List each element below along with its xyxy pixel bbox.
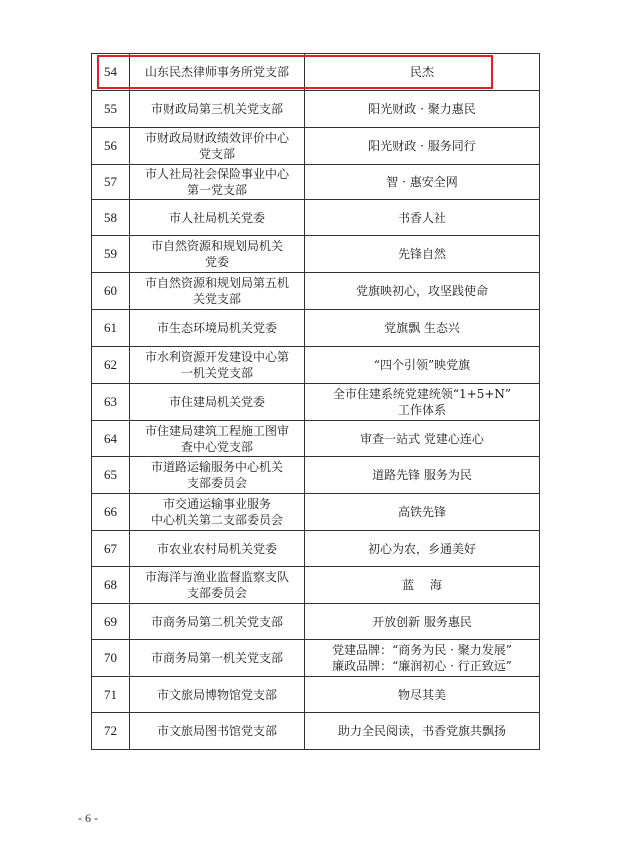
brand-cell — [305, 128, 540, 165]
brand-name-line: 廉政品牌：“廉润初心 · 行正致远” — [332, 659, 512, 673]
organization-cell — [130, 128, 305, 165]
brand-cell — [305, 384, 540, 421]
row-number-cell — [92, 91, 130, 128]
organization-name-line: 第一党支部 — [186, 183, 247, 197]
brand-cell — [305, 567, 540, 604]
brand-cell — [305, 494, 540, 531]
organization-cell — [130, 640, 305, 677]
row-number-cell — [92, 310, 130, 347]
organization-cell — [130, 567, 305, 604]
table-row — [92, 567, 540, 604]
organization-cell — [130, 531, 305, 567]
table-row — [92, 273, 540, 310]
brand-name-line: 蓝 海 — [402, 578, 442, 592]
organization-cell — [130, 421, 305, 457]
brand-cell — [305, 310, 540, 347]
table-row — [92, 677, 540, 713]
brand-name-line: 物尽其美 — [397, 687, 446, 702]
row-number: 65 — [104, 467, 117, 482]
organization-name-line: 市自然资源和规划局机关 — [150, 239, 283, 253]
table-row — [92, 91, 540, 128]
organization-name-line: 市财政局第三机关党支部 — [150, 102, 283, 116]
organization-name-line: 市人社局机关党委 — [168, 210, 265, 225]
organization-cell — [130, 236, 305, 273]
row-number: 63 — [104, 394, 117, 409]
row-number: 70 — [104, 650, 117, 665]
row-number: 60 — [104, 283, 117, 298]
brand-cell — [305, 236, 540, 273]
brand-name-line: 党旗飘 生态兴 — [384, 321, 460, 335]
row-number: 71 — [104, 686, 117, 702]
organization-name-line: 市水利资源开发建设中心第 — [144, 350, 289, 364]
brand-cell — [305, 91, 540, 128]
row-number-cell — [92, 640, 130, 677]
row-number-cell — [92, 421, 130, 457]
row-number: 57 — [104, 174, 117, 189]
table-row — [92, 640, 540, 677]
organization-name-line: 党委 — [204, 255, 229, 269]
table-row — [92, 165, 540, 200]
brand-cell — [305, 531, 540, 567]
table-row — [92, 310, 540, 347]
organization-cell — [130, 384, 305, 421]
organization-name-line: 市农业农村局机关党委 — [156, 541, 277, 556]
row-number-cell — [92, 273, 130, 310]
table-row — [92, 531, 540, 567]
organization-name-line: 党支部 — [198, 147, 235, 161]
row-number-cell — [92, 494, 130, 531]
brand-name-line: 高铁先锋 — [397, 505, 446, 519]
organization-name-line: 市商务局第二机关党支部 — [150, 614, 283, 629]
organization-cell — [130, 494, 305, 531]
row-number: 56 — [104, 138, 117, 153]
table-row — [92, 347, 540, 384]
brand-name-line: 先锋自然 — [397, 247, 446, 261]
table-row — [92, 457, 540, 494]
table-row — [92, 384, 540, 421]
brand-cell — [305, 713, 540, 750]
row-number: 55 — [104, 101, 117, 116]
row-number: 69 — [104, 613, 117, 629]
row-number: 62 — [104, 357, 117, 372]
organization-name-line: 一机关党支部 — [180, 366, 253, 380]
brand-cell — [305, 457, 540, 494]
organization-name-line: 市人社局社会保险事业中心 — [144, 167, 289, 181]
brand-cell — [305, 165, 540, 200]
table-row — [92, 421, 540, 457]
organization-name-line: 支部委员会 — [186, 476, 247, 490]
brand-name-line: 开放创新 服务惠民 — [372, 614, 472, 629]
organization-cell — [130, 457, 305, 494]
brand-cell — [305, 640, 540, 677]
brand-name-line: 书香人社 — [397, 210, 446, 225]
organization-name-line: 支部委员会 — [186, 586, 247, 600]
table-row — [92, 200, 540, 236]
brand-name-line: 阳光财政 · 聚力惠民 — [368, 102, 476, 116]
row-number: 61 — [104, 320, 117, 335]
brand-cell — [305, 604, 540, 640]
organization-name-line: 市商务局第一机关党支部 — [150, 651, 283, 665]
table-row — [92, 494, 540, 531]
row-number-cell — [92, 677, 130, 713]
row-number-cell — [92, 384, 130, 421]
brand-table — [91, 53, 540, 750]
brand-name-line: 党建品牌：“商务为民 · 聚力发展” — [332, 643, 512, 657]
row-number-cell — [92, 457, 130, 494]
brand-name-line: 工作体系 — [397, 403, 446, 417]
organization-name-line: 市文旅局图书馆党支部 — [156, 724, 277, 738]
row-number: 64 — [104, 430, 117, 446]
row-number-cell — [92, 567, 130, 604]
row-number: 66 — [104, 504, 117, 519]
organization-cell — [130, 54, 305, 91]
organization-cell — [130, 347, 305, 384]
row-number: 67 — [104, 540, 117, 556]
brand-name-line: “四个引领”映党旗 — [373, 358, 471, 372]
organization-name-line: 市财政局财政绩效评价中心 — [144, 131, 289, 145]
organization-cell — [130, 604, 305, 640]
table-row — [92, 236, 540, 273]
row-number-cell — [92, 713, 130, 750]
page-number: - 6 - — [78, 811, 98, 825]
row-number-cell — [92, 236, 130, 273]
brand-name-line: 道路先锋 服务为民 — [372, 468, 472, 482]
organization-name-line: 市生态环境局机关党委 — [156, 321, 277, 335]
organization-cell — [130, 310, 305, 347]
organization-name-line: 市住建局建筑工程施工图审 — [144, 423, 289, 438]
row-number-cell — [92, 165, 130, 200]
brand-cell — [305, 200, 540, 236]
brand-name-line: 初心为农，乡通美好 — [367, 541, 476, 556]
brand-cell — [305, 347, 540, 384]
row-number-cell — [92, 200, 130, 236]
row-number-cell — [92, 604, 130, 640]
brand-name-line: 审查一站式 党建心连心 — [360, 431, 484, 446]
organization-name-line: 山东民杰律师事务所党支部 — [144, 65, 289, 79]
organization-name-line: 市交通运输事业服务 — [162, 497, 271, 511]
organization-name-line: 市文旅局博物馆党支部 — [156, 687, 277, 702]
row-number: 54 — [104, 64, 117, 79]
organization-name-line: 查中心党支部 — [180, 439, 253, 454]
row-number: 59 — [104, 246, 117, 261]
brand-name-line: 智 · 惠安全网 — [386, 175, 458, 189]
brand-name-line: 全市住建系统党建统领“1+5+N” — [332, 387, 512, 401]
row-number: 72 — [104, 723, 117, 738]
brand-cell — [305, 273, 540, 310]
organization-name-line: 市道路运输服务中心机关 — [150, 460, 283, 474]
row-number-cell — [92, 347, 130, 384]
brand-cell — [305, 677, 540, 713]
row-number-cell — [92, 128, 130, 165]
brand-name-line: 助力全民阅读，书香党旗共飘扬 — [337, 724, 506, 738]
brand-name-line: 民杰 — [409, 65, 434, 79]
organization-name-line: 中心机关第二支部委员会 — [150, 513, 283, 527]
table-row — [92, 604, 540, 640]
row-number: 58 — [104, 209, 117, 225]
organization-cell — [130, 200, 305, 236]
organization-name-line: 市海洋与渔业监督监察支队 — [144, 570, 289, 584]
organization-cell — [130, 713, 305, 750]
table-row — [92, 54, 540, 91]
organization-name-line: 关党支部 — [192, 292, 241, 306]
row-number: 68 — [104, 577, 117, 592]
organization-cell — [130, 677, 305, 713]
brand-cell — [305, 54, 540, 91]
organization-name-line: 市自然资源和规划局第五机 — [144, 276, 289, 290]
organization-cell — [130, 165, 305, 200]
organization-name-line: 市住建局机关党委 — [168, 395, 265, 409]
table-body — [92, 54, 540, 750]
organization-cell — [130, 273, 305, 310]
brand-name-line: 党旗映初心，攻坚践使命 — [355, 284, 488, 298]
row-number-cell — [92, 531, 130, 567]
organization-cell — [130, 91, 305, 128]
brand-cell — [305, 421, 540, 457]
row-number-cell — [92, 54, 130, 91]
table-row — [92, 128, 540, 165]
brand-name-line: 阳光财政 · 服务同行 — [368, 139, 476, 153]
table-row — [92, 713, 540, 750]
